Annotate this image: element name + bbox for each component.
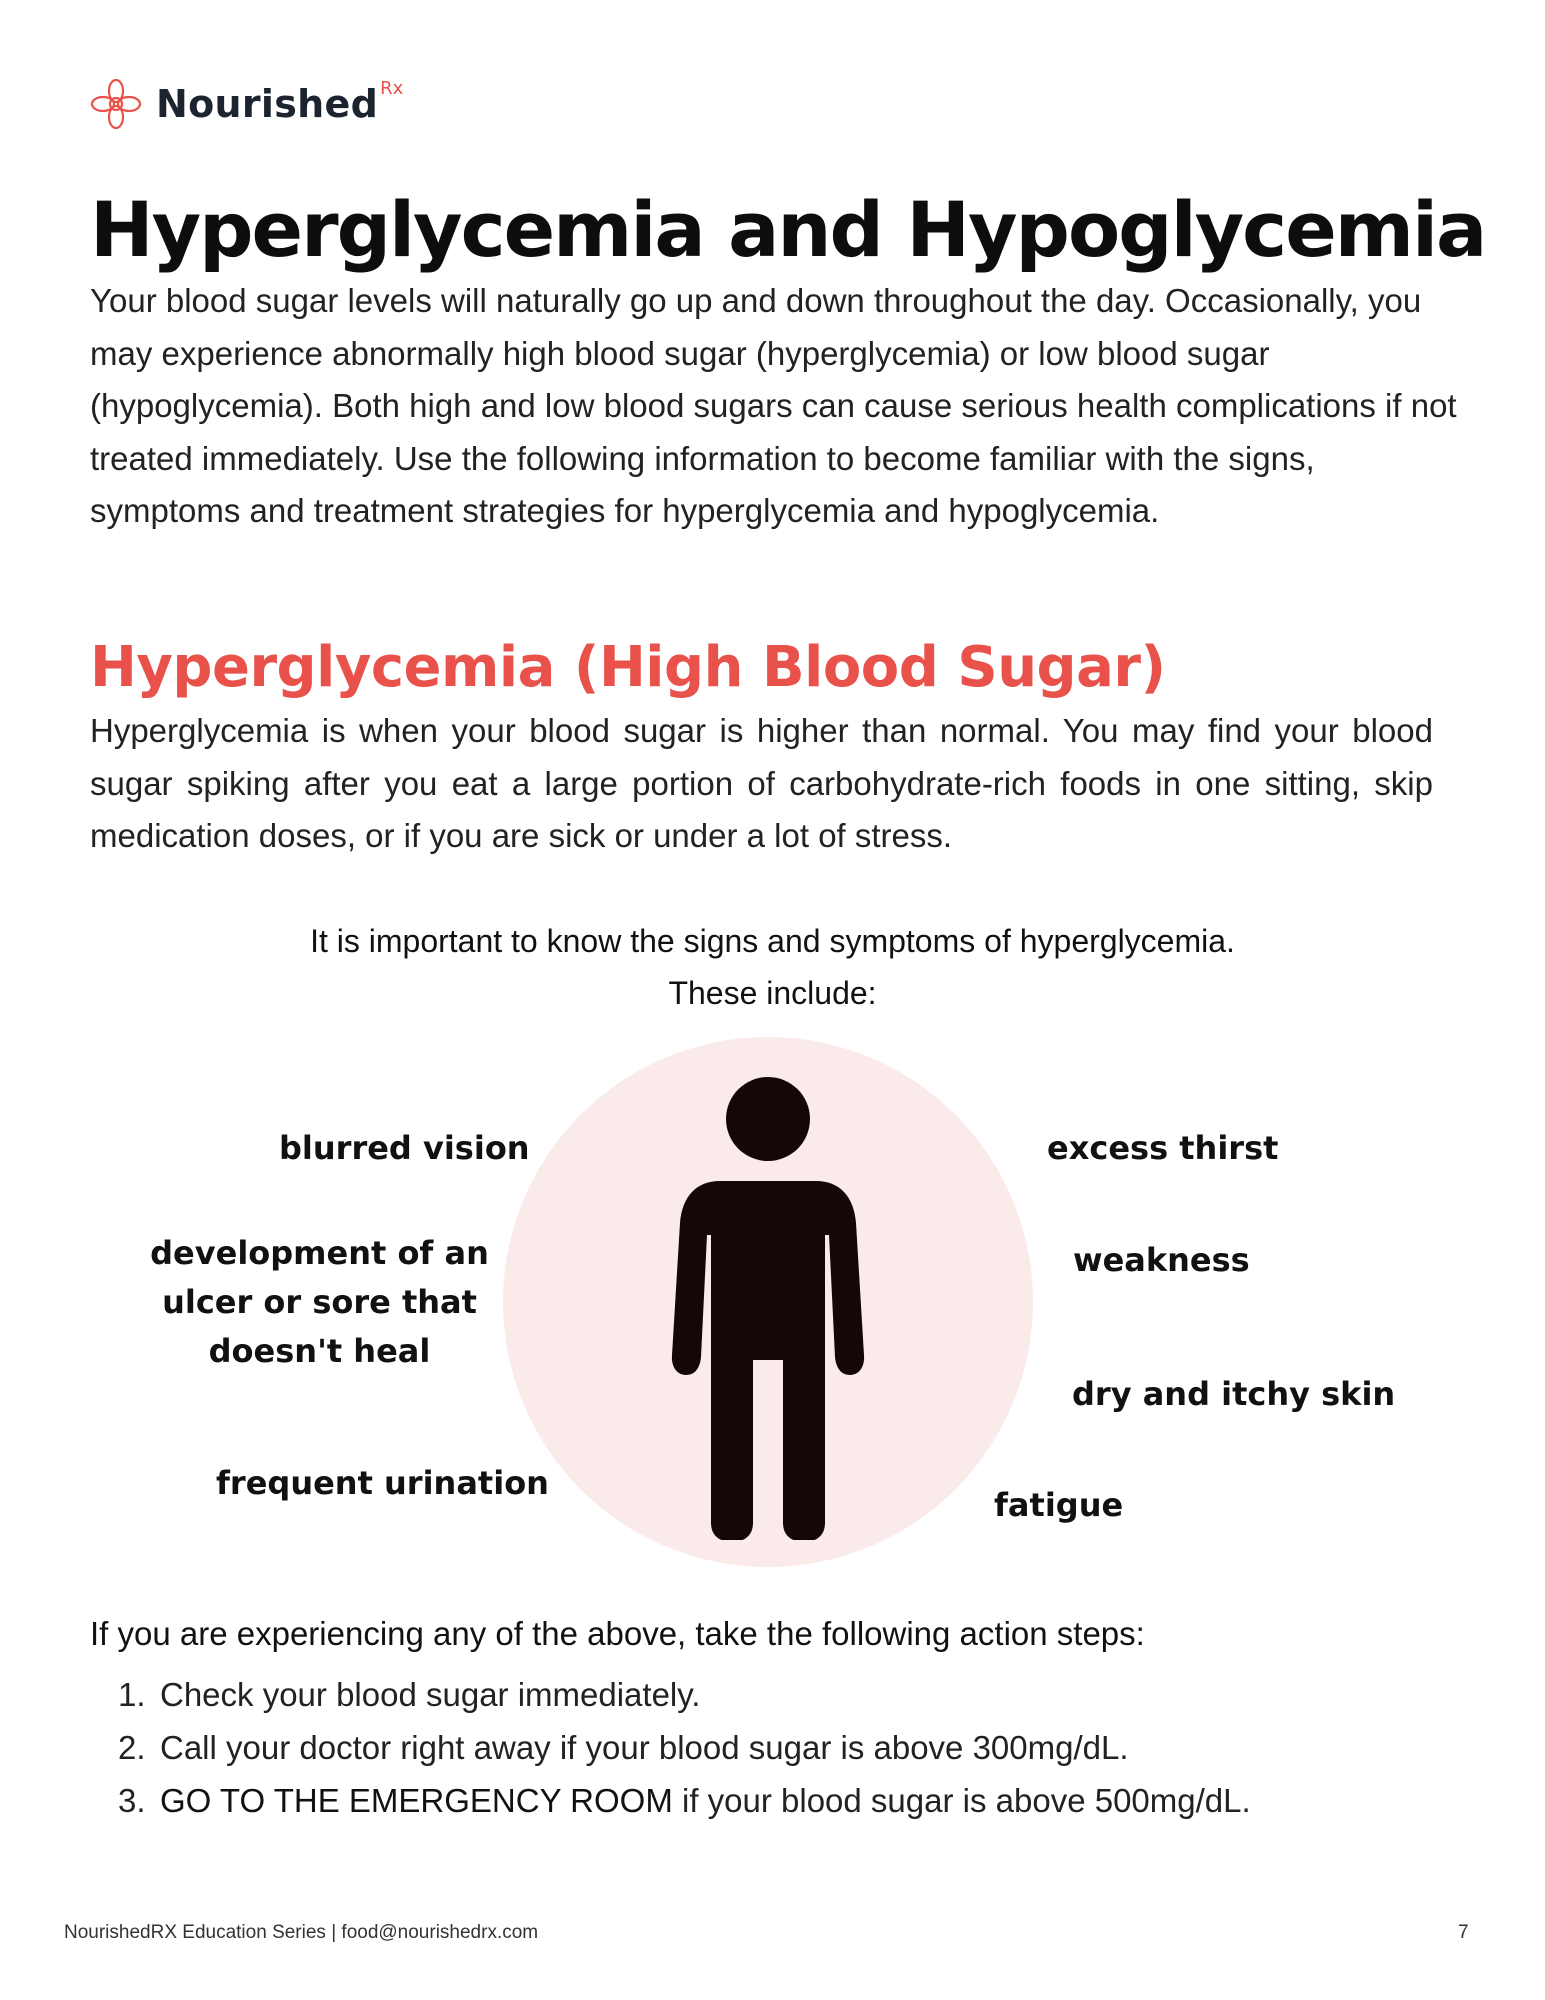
- symptom-frequent-urination: frequent urination: [216, 1464, 549, 1502]
- symptom-blurred-vision: blurred vision: [279, 1129, 530, 1167]
- symptom-ulcer: development of an ulcer or sore that doesn't heal: [150, 1234, 489, 1370]
- person-figure-icon: [658, 1075, 878, 1540]
- action-step: 3. GO TO THE EMERGENCY ROOM if your blood sugar is above 500mg/dL.: [118, 1782, 1251, 1819]
- action-steps-list: [118, 1668, 1251, 1827]
- action-step: 1. Check your blood sugar immediately.: [118, 1676, 701, 1713]
- symptom-dry-itchy-skin: dry and itchy skin: [1072, 1375, 1396, 1413]
- logo-name: Nourished: [156, 82, 379, 126]
- hyperglycemia-heading: Hyperglycemia (High Blood Sugar): [90, 635, 1166, 700]
- page-title: Hyperglycemia and Hypoglycemia: [90, 185, 1486, 274]
- intro-paragraph: Your blood sugar levels will naturally go up and down throughout the day. Occasionally, you may experience abnormally high blood sugar (hyperglycemia) or low blood sugar (hypoglycemia). Both high and low blood sugars can cause serious health complications if not treated immediately. Use the following information to become familiar with the signs, symptoms and treatment strategies for hyperglycemia and hypoglycemia.: [90, 282, 1457, 529]
- emergency-emphasis: GO TO THE EMERGENCY ROOM: [160, 1782, 673, 1819]
- action-step: 2. Call your doctor right away if your blood sugar is above 300mg/dL.: [118, 1729, 1129, 1766]
- action-intro: If you are experiencing any of the above, take the following action steps:: [90, 1615, 1145, 1652]
- signs-intro-line-1: It is important to know the signs and symptoms of hyperglycemia.: [310, 923, 1235, 959]
- signs-intro-line-2: These include:: [668, 975, 877, 1011]
- brand-logo: [88, 76, 403, 132]
- flower-logo-icon: [88, 76, 144, 132]
- footer-series: NourishedRX Education Series | food@nourishedrx.com: [64, 1922, 539, 1943]
- symptom-weakness: weakness: [1073, 1241, 1250, 1279]
- symptom-excess-thirst: excess thirst: [1047, 1129, 1279, 1167]
- hyperglycemia-paragraph: Hyperglycemia is when your blood sugar is higher than normal. You may find your blood sugar spiking after you eat a large portion of carbohydrate-rich foods in one sitting, skip medication doses, or if you are sick or under a lot of stress.: [90, 712, 1433, 854]
- page-number: 7: [1458, 1922, 1469, 1943]
- symptom-fatigue: fatigue: [994, 1486, 1124, 1524]
- signs-intro: [0, 915, 1545, 1019]
- logo-superscript: Rx: [380, 77, 404, 99]
